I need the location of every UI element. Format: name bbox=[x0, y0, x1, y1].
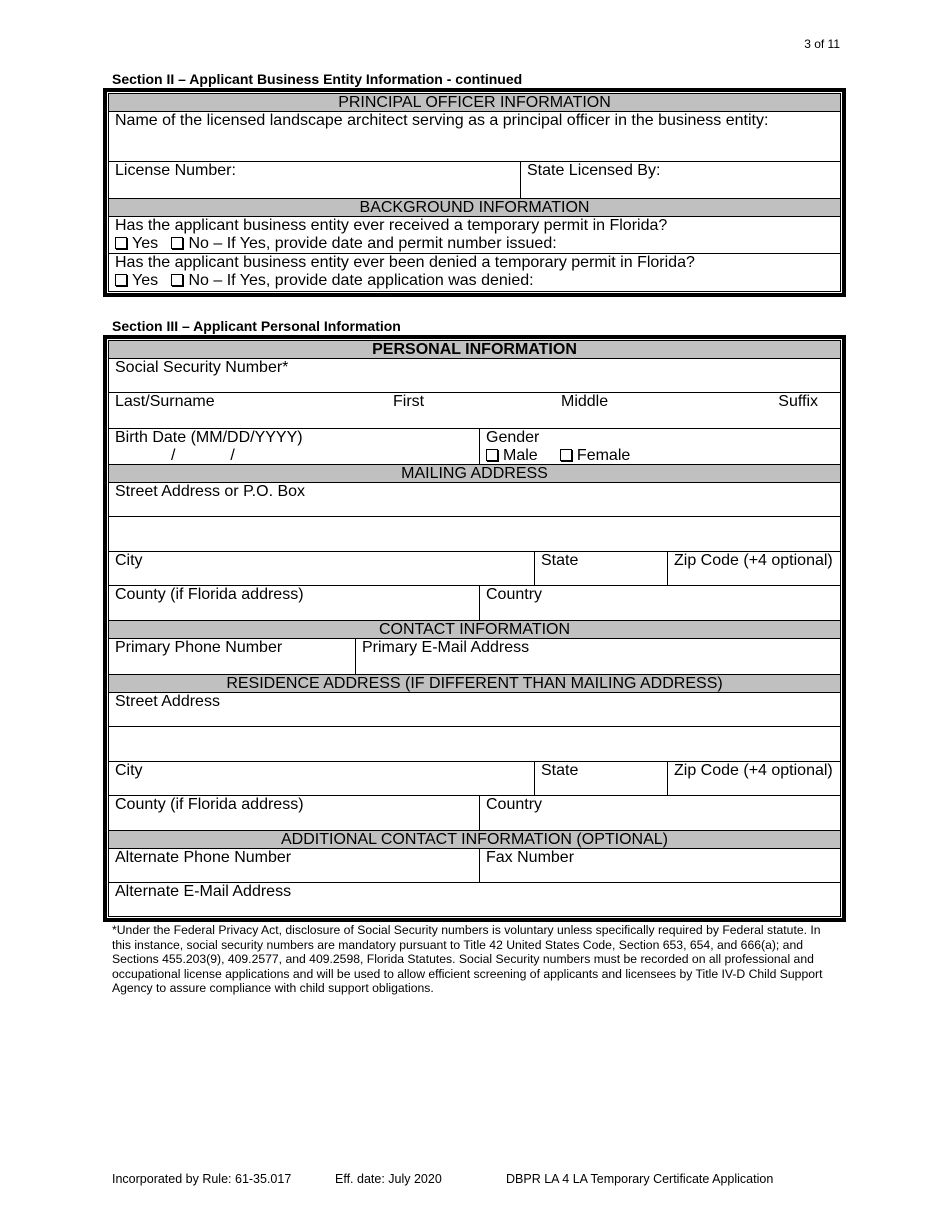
alt-phone-field[interactable] bbox=[109, 849, 479, 882]
birth-date-label: Birth Date (MM/DD/YYYY) bbox=[115, 429, 303, 446]
section-3-title: Section III – Applicant Personal Information bbox=[112, 318, 401, 334]
male-label: Male bbox=[503, 447, 538, 464]
alt-phone-label: Alternate Phone Number bbox=[115, 849, 292, 866]
gender-field bbox=[479, 429, 840, 464]
contact-info-header: CONTACT INFORMATION bbox=[109, 621, 840, 639]
mailing-street-line-2[interactable] bbox=[109, 517, 840, 552]
principal-name-label: Name of the licensed landscape architect serving as a principal officer in the business entity: bbox=[115, 112, 769, 129]
principal-name-field[interactable] bbox=[109, 112, 840, 162]
city-label: City bbox=[115, 552, 143, 569]
residence-zip-field[interactable] bbox=[667, 762, 840, 795]
state-licensed-label: State Licensed By: bbox=[527, 162, 661, 179]
q2-no-label: No – If Yes, provide date application was denied: bbox=[188, 272, 534, 289]
primary-email-label: Primary E-Mail Address bbox=[362, 639, 530, 656]
residence-country-field[interactable] bbox=[479, 796, 840, 830]
q2-yes-checkbox[interactable] bbox=[115, 274, 127, 286]
primary-phone-label: Primary Phone Number bbox=[115, 639, 283, 656]
mailing-city-field[interactable] bbox=[109, 552, 534, 585]
footer-form-name: DBPR LA 4 LA Temporary Certificate Application bbox=[506, 1172, 774, 1186]
birth-slash-1: / bbox=[171, 447, 176, 464]
birth-date-field[interactable] bbox=[109, 429, 479, 464]
residence-address-header: RESIDENCE ADDRESS (IF DIFFERENT THAN MAILING ADDRESS) bbox=[109, 675, 840, 693]
q1-text: Has the applicant business entity ever received a temporary permit in Florida? bbox=[115, 217, 668, 234]
state-licensed-field[interactable] bbox=[520, 162, 840, 198]
privacy-footnote: *Under the Federal Privacy Act, disclosure of Social Security numbers is voluntary unless specifically required by Federal statute. In this instance, social security numbers are mandatory pursuant to Title 42 United States Code, Section 653, 654, and 666(a); and Sections 455.203(9), 409.2577, and 409.2598, Florida Statutes. Social Security numbers must be recorded on all professional and occupational license applications and will be used to allow efficient screening of applicants and licensees by Title IV-D Child Support Agency to assure compliance with child support obligations. bbox=[112, 923, 823, 995]
residence-county-field[interactable] bbox=[109, 796, 479, 830]
residence-city-field[interactable] bbox=[109, 762, 534, 795]
suffix-label: Suffix bbox=[778, 393, 818, 410]
personal-info-header: PERSONAL INFORMATION bbox=[109, 341, 840, 359]
section-2-frame bbox=[103, 88, 846, 297]
birth-slash-2: / bbox=[230, 447, 235, 464]
alt-email-label: Alternate E-Mail Address bbox=[115, 883, 292, 900]
primary-phone-field[interactable] bbox=[109, 639, 355, 674]
residence-zip-label: Zip Code (+4 optional) bbox=[674, 762, 833, 779]
section-3-frame bbox=[103, 335, 846, 922]
ssn-field[interactable] bbox=[109, 359, 840, 393]
alt-email-field[interactable] bbox=[109, 883, 840, 916]
country-label: Country bbox=[486, 586, 543, 603]
state-label: State bbox=[541, 552, 579, 569]
county-label: County (if Florida address) bbox=[115, 586, 304, 603]
primary-email-field[interactable] bbox=[355, 639, 840, 674]
page-number: 3 of 11 bbox=[804, 37, 840, 51]
section-2-title: Section II – Applicant Business Entity Information - continued bbox=[112, 71, 523, 87]
first-name-label: First bbox=[393, 393, 425, 410]
gender-label: Gender bbox=[486, 429, 540, 446]
residence-city-label: City bbox=[115, 762, 143, 779]
residence-state-label: State bbox=[541, 762, 579, 779]
q1-yes-checkbox[interactable] bbox=[115, 237, 127, 249]
mailing-country-field[interactable] bbox=[479, 586, 840, 620]
mailing-street-field[interactable] bbox=[109, 483, 840, 517]
residence-country-label: Country bbox=[486, 796, 543, 813]
footer-eff-date: Eff. date: July 2020 bbox=[335, 1172, 442, 1186]
principal-officer-header: PRINCIPAL OFFICER INFORMATION bbox=[109, 94, 840, 112]
ssn-label: Social Security Number* bbox=[115, 359, 289, 376]
q1-no-label: No – If Yes, provide date and permit number issued: bbox=[188, 235, 557, 252]
last-name-label: Last/Surname bbox=[115, 393, 215, 410]
additional-contact-header: ADDITIONAL CONTACT INFORMATION (OPTIONAL) bbox=[109, 831, 840, 849]
q2-text: Has the applicant business entity ever been denied a temporary permit in Florida? bbox=[115, 254, 695, 271]
residence-state-field[interactable] bbox=[534, 762, 667, 795]
mailing-county-field[interactable] bbox=[109, 586, 479, 620]
license-number-field[interactable] bbox=[109, 162, 520, 198]
fax-label: Fax Number bbox=[486, 849, 575, 866]
male-checkbox[interactable] bbox=[486, 449, 498, 461]
q1-yes-label: Yes bbox=[132, 235, 159, 252]
mailing-zip-field[interactable] bbox=[667, 552, 840, 585]
residence-street-line-2[interactable] bbox=[109, 727, 840, 762]
license-number-label: License Number: bbox=[115, 162, 236, 179]
residence-county-label: County (if Florida address) bbox=[115, 796, 304, 813]
background-header: BACKGROUND INFORMATION bbox=[109, 199, 840, 217]
zip-label: Zip Code (+4 optional) bbox=[674, 552, 833, 569]
female-checkbox[interactable] bbox=[560, 449, 572, 461]
street-po-label: Street Address or P.O. Box bbox=[115, 483, 306, 500]
footer-rule: Incorporated by Rule: 61-35.017 bbox=[112, 1172, 292, 1186]
female-label: Female bbox=[576, 447, 631, 464]
q2-yes-label: Yes bbox=[132, 272, 159, 289]
residence-street-field[interactable] bbox=[109, 693, 840, 727]
residence-street-label: Street Address bbox=[115, 693, 220, 710]
middle-name-label: Middle bbox=[561, 393, 609, 410]
name-field[interactable] bbox=[109, 393, 840, 429]
mailing-state-field[interactable] bbox=[534, 552, 667, 585]
q2-no-checkbox[interactable] bbox=[171, 274, 183, 286]
mailing-address-header: MAILING ADDRESS bbox=[109, 465, 840, 483]
fax-field[interactable] bbox=[479, 849, 840, 882]
q1-no-checkbox[interactable] bbox=[171, 237, 183, 249]
